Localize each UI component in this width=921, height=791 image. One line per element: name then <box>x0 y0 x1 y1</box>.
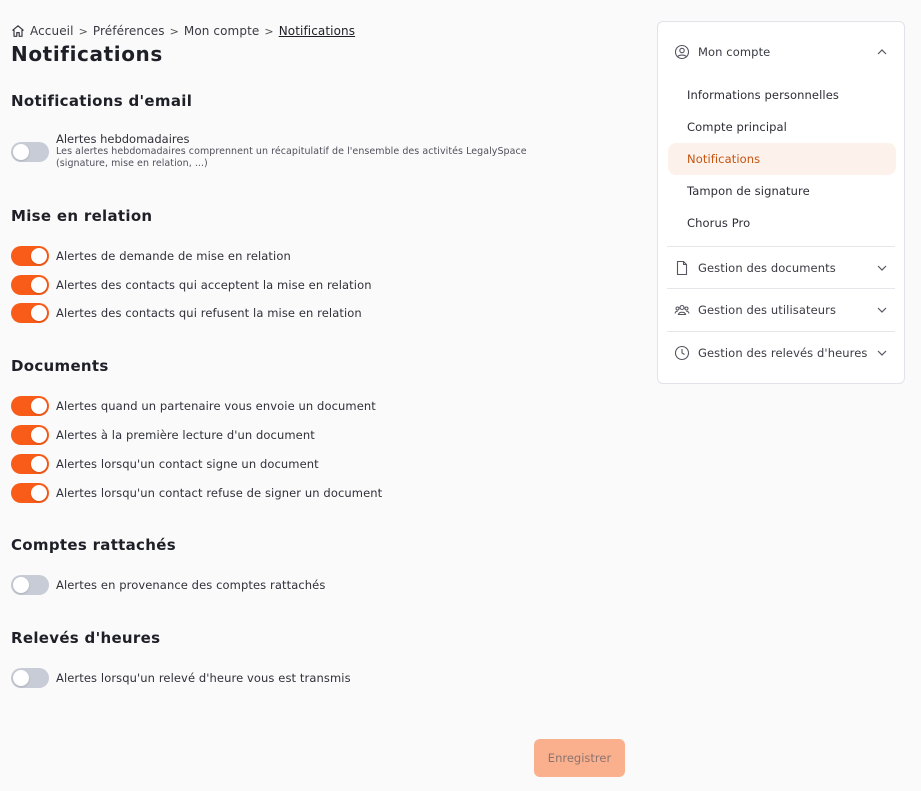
sidebar-group-label: Gestion des utilisateurs <box>698 303 837 317</box>
sidebar-divider <box>667 288 895 289</box>
breadcrumb-separator: > <box>169 24 179 38</box>
toggle-knob <box>31 277 47 293</box>
clock-icon <box>674 345 690 361</box>
home-icon[interactable] <box>11 24 25 38</box>
toggle-knob <box>31 485 47 501</box>
relation-refuse-toggle[interactable] <box>11 303 49 323</box>
setting-row-linked-accounts <box>11 575 325 595</box>
toggle-knob <box>13 577 29 593</box>
sidebar-group-label: Mon compte <box>698 45 771 59</box>
linked-accounts-toggle[interactable] <box>11 575 49 595</box>
sidebar-item-tampon-signature[interactable]: Tampon de signature <box>687 184 810 198</box>
timesheets-label: Alertes lorsqu'un relevé d'heure vous est transmis <box>56 671 351 685</box>
chevron-up-icon <box>876 46 888 58</box>
setting-row-doc-refused <box>11 483 382 503</box>
relation-refuse-label: Alertes des contacts qui refusent la mise en relation <box>56 306 362 320</box>
sidebar-group-timesheets[interactable] <box>658 338 904 368</box>
toggle-knob <box>13 144 29 160</box>
toggle-knob <box>31 456 47 472</box>
toggle-knob <box>31 248 47 264</box>
sidebar-group-users[interactable] <box>658 295 904 325</box>
breadcrumb-separator: > <box>264 24 274 38</box>
timesheets-toggle[interactable] <box>11 668 49 688</box>
doc-first-read-toggle[interactable] <box>11 425 49 445</box>
toggle-knob <box>31 427 47 443</box>
sidebar-group-label: Gestion des documents <box>698 261 836 275</box>
setting-row-doc-first-read <box>11 425 315 445</box>
weekly-alerts-description-extra: (signature, mise en relation, ...) <box>56 158 208 169</box>
breadcrumb-item-accueil[interactable]: Accueil <box>30 24 74 38</box>
sidebar-item-informations-personnelles[interactable]: Informations personnelles <box>687 88 839 102</box>
breadcrumb-item-mon-compte[interactable]: Mon compte <box>183 24 260 38</box>
section-title-relation: Mise en relation <box>11 207 153 225</box>
settings-sidebar <box>657 21 905 384</box>
users-icon <box>674 302 690 318</box>
breadcrumb-item-current[interactable]: Notifications <box>278 24 356 38</box>
sidebar-divider <box>667 331 895 332</box>
sidebar-group-label: Gestion des relevés d'heures <box>698 346 868 360</box>
chevron-down-icon <box>876 304 888 316</box>
weekly-alerts-label: Alertes hebdomadaires <box>56 132 190 146</box>
user-circle-icon <box>674 44 690 60</box>
sidebar-item-chorus-pro[interactable]: Chorus Pro <box>687 216 751 230</box>
doc-refused-label: Alertes lorsqu'un contact refuse de signer un document <box>56 486 383 500</box>
doc-signed-label: Alertes lorsqu'un contact signe un document <box>56 457 319 471</box>
linked-accounts-label: Alertes en provenance des comptes rattachés <box>56 578 326 592</box>
doc-first-read-label: Alertes à la première lecture d'un document <box>56 428 315 442</box>
sidebar-group-documents[interactable] <box>658 253 904 283</box>
doc-sent-toggle[interactable] <box>11 396 49 416</box>
setting-row-relation-accept <box>11 275 372 295</box>
document-icon <box>674 260 690 276</box>
setting-row-weekly-alerts <box>11 132 527 170</box>
weekly-alerts-description: Les alertes hebdomadaires comprennent un récapitulatif de l'ensemble des activités LegalySpace <box>56 146 527 157</box>
setting-row-timesheets <box>11 668 351 688</box>
breadcrumb-separator: > <box>78 24 88 38</box>
sidebar-divider <box>667 246 895 247</box>
setting-row-relation-request <box>11 246 291 266</box>
sidebar-group-mon-compte[interactable] <box>658 37 904 67</box>
doc-signed-toggle[interactable] <box>11 454 49 474</box>
section-title-linked-accounts: Comptes rattachés <box>11 536 176 554</box>
weekly-alerts-text <box>56 132 527 170</box>
setting-row-relation-refuse <box>11 303 362 323</box>
weekly-alerts-toggle[interactable] <box>11 142 49 162</box>
sidebar-item-compte-principal[interactable]: Compte principal <box>687 120 787 134</box>
doc-sent-label: Alertes quand un partenaire vous envoie un document <box>56 399 376 413</box>
toggle-knob <box>31 398 47 414</box>
setting-row-doc-signed <box>11 454 319 474</box>
doc-refused-toggle[interactable] <box>11 483 49 503</box>
toggle-knob <box>13 670 29 686</box>
section-title-timesheets: Relevés d'heures <box>11 629 161 647</box>
save-button[interactable]: Enregistrer <box>534 739 625 777</box>
sidebar-item-notifications[interactable]: Notifications <box>668 143 896 175</box>
toggle-knob <box>31 305 47 321</box>
setting-row-doc-sent <box>11 396 376 416</box>
relation-accept-label: Alertes des contacts qui acceptent la mise en relation <box>56 278 372 292</box>
breadcrumb <box>11 24 355 38</box>
page-title: Notifications <box>11 42 163 66</box>
section-title-documents: Documents <box>11 357 109 375</box>
chevron-down-icon <box>876 262 888 274</box>
relation-request-toggle[interactable] <box>11 246 49 266</box>
relation-accept-toggle[interactable] <box>11 275 49 295</box>
breadcrumb-item-preferences[interactable]: Préférences <box>92 24 165 38</box>
relation-request-label: Alertes de demande de mise en relation <box>56 249 291 263</box>
section-title-email: Notifications d'email <box>11 92 193 110</box>
chevron-down-icon <box>876 347 888 359</box>
